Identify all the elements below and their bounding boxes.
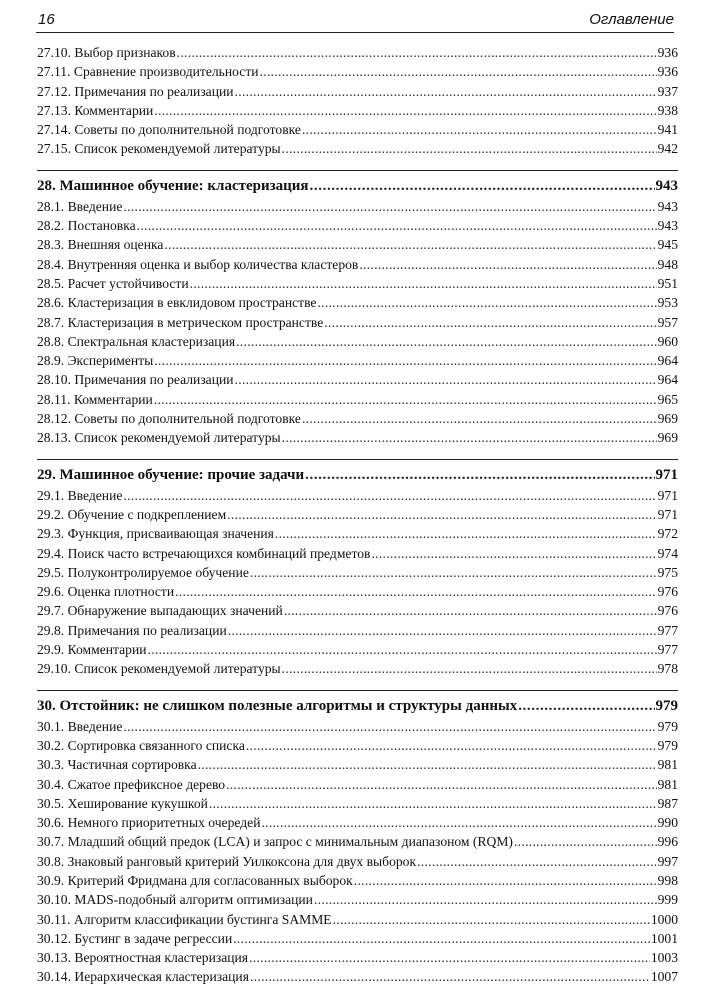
dot-leader — [354, 871, 657, 890]
entry-page: 942 — [657, 141, 678, 157]
entry-page: 978 — [657, 661, 678, 677]
entry-page: 997 — [657, 853, 678, 869]
toc-entry[interactable] — [37, 717, 678, 736]
entry-title: 30.3. Частичная сортировка — [37, 757, 197, 773]
toc-entry[interactable] — [37, 274, 678, 293]
entry-title: 30.6. Немного приоритетных очередей — [37, 815, 261, 831]
entry-page: 976 — [657, 603, 678, 619]
chapter-page: 979 — [655, 697, 678, 714]
entry-title: 29.3. Функция, присваивающая значения — [37, 526, 274, 542]
dot-leader — [282, 659, 657, 678]
entry-title: 29.4. Поиск часто встречающихся комбинаций предметов — [37, 545, 371, 561]
entry-title: 28.1. Введение — [37, 198, 123, 214]
toc-entry[interactable] — [37, 409, 678, 428]
toc-entry[interactable] — [37, 524, 678, 543]
entry-page: 964 — [657, 372, 678, 388]
entry-page: 972 — [657, 526, 678, 542]
dot-leader — [302, 409, 657, 428]
toc-entry[interactable] — [37, 563, 678, 582]
entry-title: 30.5. Хеширование кукушкой — [37, 795, 208, 811]
entry-title: 28.9. Эксперименты — [37, 353, 154, 369]
entry-title: 28.4. Внутренняя оценка и выбор количества кластеров — [37, 256, 359, 272]
dot-leader — [359, 255, 656, 274]
toc-entry[interactable] — [37, 967, 678, 986]
toc-entry[interactable] — [37, 910, 678, 929]
toc-entry[interactable] — [37, 351, 678, 370]
toc-entry[interactable] — [37, 486, 678, 505]
entry-title: 30.1. Введение — [37, 718, 123, 734]
entry-title: 27.14. Советы по дополнительной подготовке — [37, 122, 301, 138]
entry-title: 30.7. Младший общий предок (LCA) и запрос с минимальным диапазоном (RQM) — [37, 834, 513, 850]
entry-title: 28.10. Примечания по реализации — [37, 372, 234, 388]
dot-leader — [518, 695, 654, 717]
entry-page: 1001 — [650, 930, 678, 946]
toc-entry[interactable] — [37, 871, 678, 890]
dot-leader — [227, 505, 656, 524]
entry-title: 28.6. Кластеризация в евклидовом пространстве — [37, 295, 317, 311]
entry-title: 28.7. Кластеризация в метрическом пространстве — [37, 314, 324, 330]
dot-leader — [177, 43, 657, 62]
entry-title: 29.5. Полуконтролируемое обучение — [37, 564, 249, 580]
entry-page: 981 — [657, 776, 678, 792]
entry-page: 981 — [657, 757, 678, 773]
entry-title: 27.11. Сравнение производительности — [37, 64, 259, 80]
entry-title: 30.14. Иерархическая кластеризация — [37, 969, 249, 985]
dot-leader — [260, 62, 657, 81]
toc-entry[interactable] — [37, 544, 678, 563]
page-number: 16 — [38, 11, 55, 28]
dot-leader — [154, 390, 657, 409]
dot-leader — [261, 813, 656, 832]
dot-leader — [235, 82, 657, 101]
toc-entry[interactable] — [37, 775, 678, 794]
entry-title: 29.2. Обучение с подкреплением — [37, 506, 227, 522]
entry-title: 28.2. Постановка — [37, 218, 136, 234]
entry-title: 30.9. Критерий Фридмана для согласованных выборок — [37, 872, 353, 888]
entry-page: 996 — [657, 834, 678, 850]
entry-title: 30.4. Сжатое префиксное дерево — [37, 776, 226, 792]
entry-page: 1003 — [650, 950, 678, 966]
dot-leader — [148, 640, 657, 659]
entry-page: 977 — [657, 642, 678, 658]
entry-page: 937 — [657, 83, 678, 99]
entry-page: 971 — [657, 506, 678, 522]
entry-page: 953 — [657, 295, 678, 311]
toc-entry[interactable] — [37, 428, 678, 447]
entry-title: 27.10. Выбор признаков — [37, 45, 176, 60]
entry-page: 971 — [657, 487, 678, 503]
dot-leader — [226, 775, 657, 794]
toc-entry[interactable] — [37, 101, 678, 120]
dot-leader — [250, 563, 657, 582]
toc-entry[interactable] — [37, 197, 678, 216]
toc-entry[interactable] — [37, 216, 678, 235]
toc-entry[interactable] — [37, 929, 678, 948]
running-header — [36, 6, 674, 33]
dot-leader — [236, 332, 657, 351]
entry-page: 951 — [657, 275, 678, 291]
toc-entry[interactable] — [37, 370, 678, 389]
entry-title: 30.13. Вероятностная кластеризация — [37, 950, 249, 966]
entry-page: 979 — [657, 718, 678, 734]
entry-title: 29.8. Примечания по реализации — [37, 622, 227, 638]
dot-leader — [123, 197, 656, 216]
toc-entry[interactable] — [37, 62, 678, 81]
toc-entry[interactable] — [37, 139, 678, 158]
dot-leader — [246, 736, 657, 755]
dot-leader — [198, 755, 657, 774]
entry-page: 975 — [657, 564, 678, 580]
entry-title: 29.9. Комментарии — [37, 642, 147, 658]
entry-page: 960 — [657, 333, 678, 349]
dot-leader — [514, 832, 657, 851]
toc-entry[interactable] — [37, 794, 678, 813]
toc-chapter[interactable] — [37, 690, 678, 717]
dot-leader — [317, 293, 656, 312]
entry-title: 28.11. Комментарии — [37, 391, 153, 407]
running-title: Оглавление — [589, 11, 674, 28]
entry-title: 28.13. Список рекомендуемой литературы — [37, 430, 281, 446]
entry-title: 28.3. Внешняя оценка — [37, 237, 164, 253]
toc-entry[interactable] — [37, 293, 678, 312]
entry-page: 974 — [657, 545, 678, 561]
entry-title: 29.6. Оценка плотности — [37, 584, 175, 600]
toc-entry[interactable] — [37, 755, 678, 774]
dot-leader — [164, 235, 656, 254]
dot-leader — [123, 717, 656, 736]
dot-leader — [137, 216, 657, 235]
toc-entry[interactable] — [37, 832, 678, 851]
dot-leader — [123, 486, 656, 505]
entry-page: 1007 — [650, 969, 678, 985]
toc-entry[interactable] — [37, 890, 678, 909]
entry-page: 936 — [657, 45, 678, 60]
dot-leader — [417, 852, 657, 871]
entry-title: 30.12. Бустинг в задаче регрессии — [37, 930, 233, 946]
entry-page: 987 — [657, 795, 678, 811]
dot-leader — [154, 351, 656, 370]
entry-page: 948 — [657, 256, 678, 272]
dot-leader — [282, 428, 657, 447]
toc-entry[interactable] — [37, 390, 678, 409]
entry-title: 30.10. MADS-подобный алгоритм оптимизации — [37, 892, 313, 908]
toc-entry[interactable] — [37, 235, 678, 254]
dot-leader — [314, 890, 657, 909]
dot-leader — [235, 370, 657, 389]
dot-leader — [282, 139, 657, 158]
dot-leader — [209, 794, 657, 813]
entry-title: 29.7. Обнаружение выпадающих значений — [37, 603, 283, 619]
toc-chapter[interactable] — [37, 170, 678, 197]
dot-leader — [284, 601, 657, 620]
entry-page: 979 — [657, 737, 678, 753]
entry-title: 28.5. Расчет устойчивости — [37, 275, 189, 291]
toc-entry[interactable] — [37, 120, 678, 139]
entry-title: 27.15. Список рекомендуемой литературы — [37, 141, 281, 157]
toc-entry[interactable] — [37, 852, 678, 871]
dot-leader — [249, 948, 650, 967]
dot-leader — [275, 524, 657, 543]
entry-page: 943 — [657, 198, 678, 214]
entry-page: 998 — [657, 872, 678, 888]
toc-entry[interactable] — [37, 582, 678, 601]
toc-entry[interactable] — [37, 948, 678, 967]
entry-page: 938 — [657, 102, 678, 118]
dot-leader — [305, 464, 654, 486]
dot-leader — [175, 582, 657, 601]
toc-entry[interactable] — [37, 659, 678, 678]
dot-leader — [333, 910, 650, 929]
toc-entry[interactable] — [37, 505, 678, 524]
dot-leader — [190, 274, 657, 293]
chapter-title: 30. Отстойник: не слишком полезные алгоритмы и структуры данных — [37, 697, 518, 714]
toc-entry[interactable] — [37, 601, 678, 620]
chapter-page: 971 — [655, 466, 678, 483]
entry-page: 1000 — [650, 911, 678, 927]
entry-page: 943 — [657, 218, 678, 234]
toc-entry[interactable] — [37, 736, 678, 755]
dot-leader — [228, 621, 657, 640]
entry-title: 30.2. Сортировка связанного списка — [37, 737, 245, 753]
entry-page: 969 — [657, 430, 678, 446]
toc-entry[interactable] — [37, 255, 678, 274]
entry-title: 27.13. Комментарии — [37, 102, 154, 118]
entry-page: 976 — [657, 584, 678, 600]
entry-page: 945 — [657, 237, 678, 253]
entry-title: 28.8. Спектральная кластеризация — [37, 333, 236, 349]
table-of-contents — [37, 43, 678, 987]
entry-page: 969 — [657, 411, 678, 427]
toc-entry[interactable] — [37, 813, 678, 832]
entry-page: 964 — [657, 353, 678, 369]
entry-page: 977 — [657, 622, 678, 638]
entry-page: 936 — [657, 64, 678, 80]
chapter-page: 943 — [655, 177, 678, 194]
chapter-title: 28. Машинное обучение: кластеризация — [37, 177, 309, 194]
toc-chapter[interactable] — [37, 459, 678, 486]
entry-page: 941 — [657, 122, 678, 138]
toc-entry[interactable] — [37, 313, 678, 332]
entry-page: 957 — [657, 314, 678, 330]
entry-title: 29.10. Список рекомендуемой литературы — [37, 661, 281, 677]
entry-title: 30.11. Алгоритм классификации бустинга SAMME — [37, 911, 332, 927]
dot-leader — [154, 101, 656, 120]
chapter-title: 29. Машинное обучение: прочие задачи — [37, 466, 305, 483]
toc-entry[interactable] — [37, 43, 678, 62]
entry-page: 965 — [657, 391, 678, 407]
entry-page: 990 — [657, 815, 678, 831]
entry-title: 30.8. Знаковый ранговый критерий Уилкоксона для двух выборок — [37, 853, 417, 869]
dot-leader — [324, 313, 656, 332]
toc-entry[interactable] — [37, 621, 678, 640]
dot-leader — [310, 175, 655, 197]
entry-title: 27.12. Примечания по реализации — [37, 83, 234, 99]
dot-leader — [371, 544, 656, 563]
toc-entry[interactable] — [37, 82, 678, 101]
entry-title: 28.12. Советы по дополнительной подготовке — [37, 411, 301, 427]
entry-title: 29.1. Введение — [37, 487, 123, 503]
toc-entry[interactable] — [37, 640, 678, 659]
entry-page: 999 — [657, 892, 678, 908]
dot-leader — [302, 120, 657, 139]
toc-entry[interactable] — [37, 332, 678, 351]
dot-leader — [233, 929, 650, 948]
dot-leader — [250, 967, 650, 986]
